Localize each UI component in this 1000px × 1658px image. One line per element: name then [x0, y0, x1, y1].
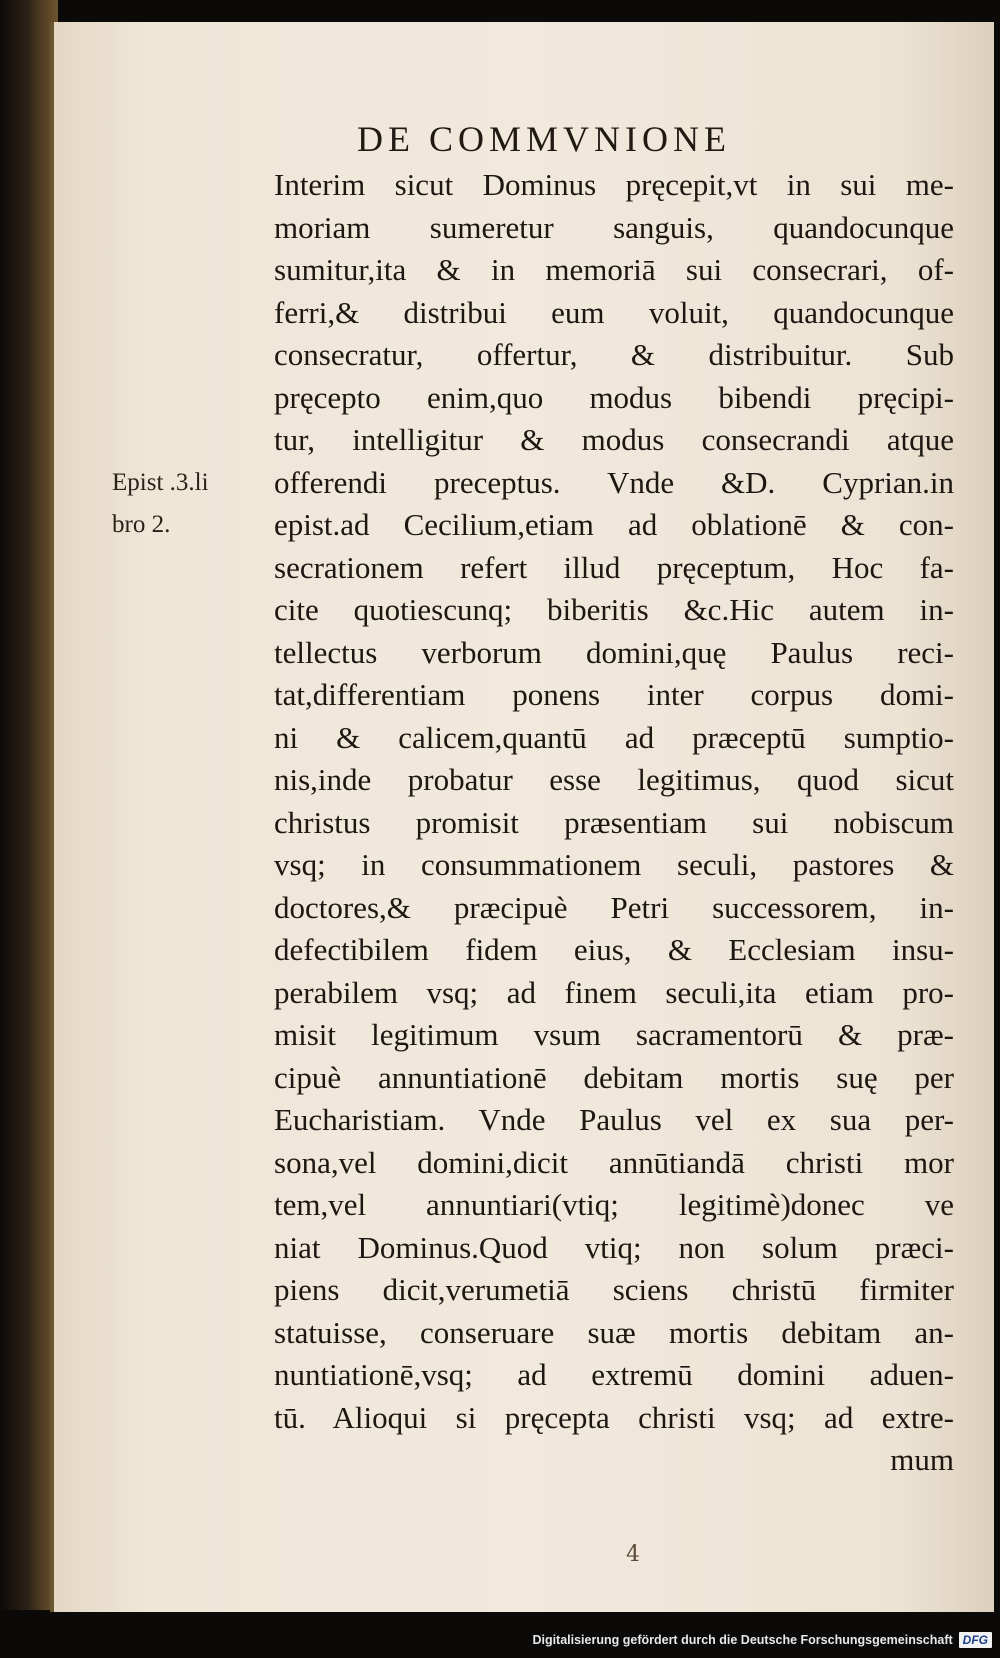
text-line: secrationem refert illud pręceptum, Hoc fa-: [274, 549, 954, 585]
funding-credit-text: Digitalisierung gefördert durch die Deutsche Forschungsgemeinschaft: [532, 1633, 953, 1647]
text-line: tem,vel annuntiari(vtiq; legitimè)donec ve: [274, 1187, 954, 1222]
body-text: [274, 164, 954, 1482]
text-line: ni & calicem,quantū ad præceptū sumptio-: [274, 719, 954, 755]
text-line: misit legitimum vsum sacramentorū & præ-: [274, 1017, 954, 1052]
running-head: DE COMMVNIONE: [357, 119, 731, 159]
text-line: vsq; in consummationem seculi, pastores &: [274, 847, 954, 882]
text-line: nis,inde probatur esse legitimus, quod sicut: [274, 762, 954, 797]
text-line: moriam sumeretur sanguis, quandocunque: [274, 209, 954, 245]
text-line: offerendi preceptus. Vnde &D. Cyprian.in: [274, 464, 954, 500]
dfg-logo-icon: DFG: [959, 1632, 992, 1648]
text-line: niat Dominus.Quod vtiq; non solum præci-: [274, 1229, 954, 1265]
text-line: sona,vel domini,dicit annūtiandā christi mor: [274, 1144, 954, 1180]
text-line: defectibilem fidem eius, & Ecclesiam insu-: [274, 932, 954, 967]
text-line: tat,differentiam ponens inter corpus domi-: [274, 677, 954, 712]
text-line: mum: [890, 1442, 954, 1477]
marginal-note-line: Epist .3.li: [112, 469, 209, 496]
marginal-note-line: bro 2.: [112, 511, 171, 538]
catchmark: 4: [626, 1542, 640, 1567]
text-line: cipuè annuntiationē debitam mortis suę per: [274, 1059, 954, 1095]
text-line: epist.ad Cecilium,etiam ad oblationē & con-: [274, 507, 954, 542]
text-line: sumitur,ita & in memoriā sui consecrari, of-: [274, 252, 954, 287]
text-line: consecratur, offertur, & distribuitur. Sub: [274, 337, 954, 372]
text-line: tū. Alioqui si pręcepta christi vsq; ad extre-: [274, 1399, 954, 1435]
text-line: pręcepto enim,quo modus bibendi pręcipi-: [274, 379, 954, 415]
text-line: cite quotiescunq; biberitis &c.Hic autem in-: [274, 592, 954, 627]
text-line: piens dicit,verumetiā sciens christū firmiter: [274, 1272, 954, 1307]
footer-bar: [0, 1612, 1000, 1658]
text-line: christus promisit præsentiam sui nobiscum: [274, 804, 954, 840]
text-line: perabilem vsq; ad finem seculi,ita etiam pro-: [274, 974, 954, 1010]
text-line: ferri,& distribui eum voluit, quandocunque: [274, 294, 954, 330]
book-page: [50, 22, 994, 1612]
text-line: statuisse, conseruare suæ mortis debitam an-: [274, 1314, 954, 1350]
text-line: tellectus verborum domini,quę Paulus reci-: [274, 634, 954, 670]
text-line: Interim sicut Dominus pręcepit,vt in sui me-: [274, 167, 954, 202]
text-line: doctores,& præcipuè Petri successorem, in-: [274, 889, 954, 925]
text-line: Eucharistiam. Vnde Paulus vel ex sua per-: [274, 1102, 954, 1137]
marginal-note: [112, 462, 209, 546]
funding-credit: [532, 1632, 992, 1648]
text-line: tur, intelligitur & modus consecrandi atque: [274, 422, 954, 457]
text-line: nuntiationē,vsq; ad extremū domini aduen-: [274, 1357, 954, 1392]
